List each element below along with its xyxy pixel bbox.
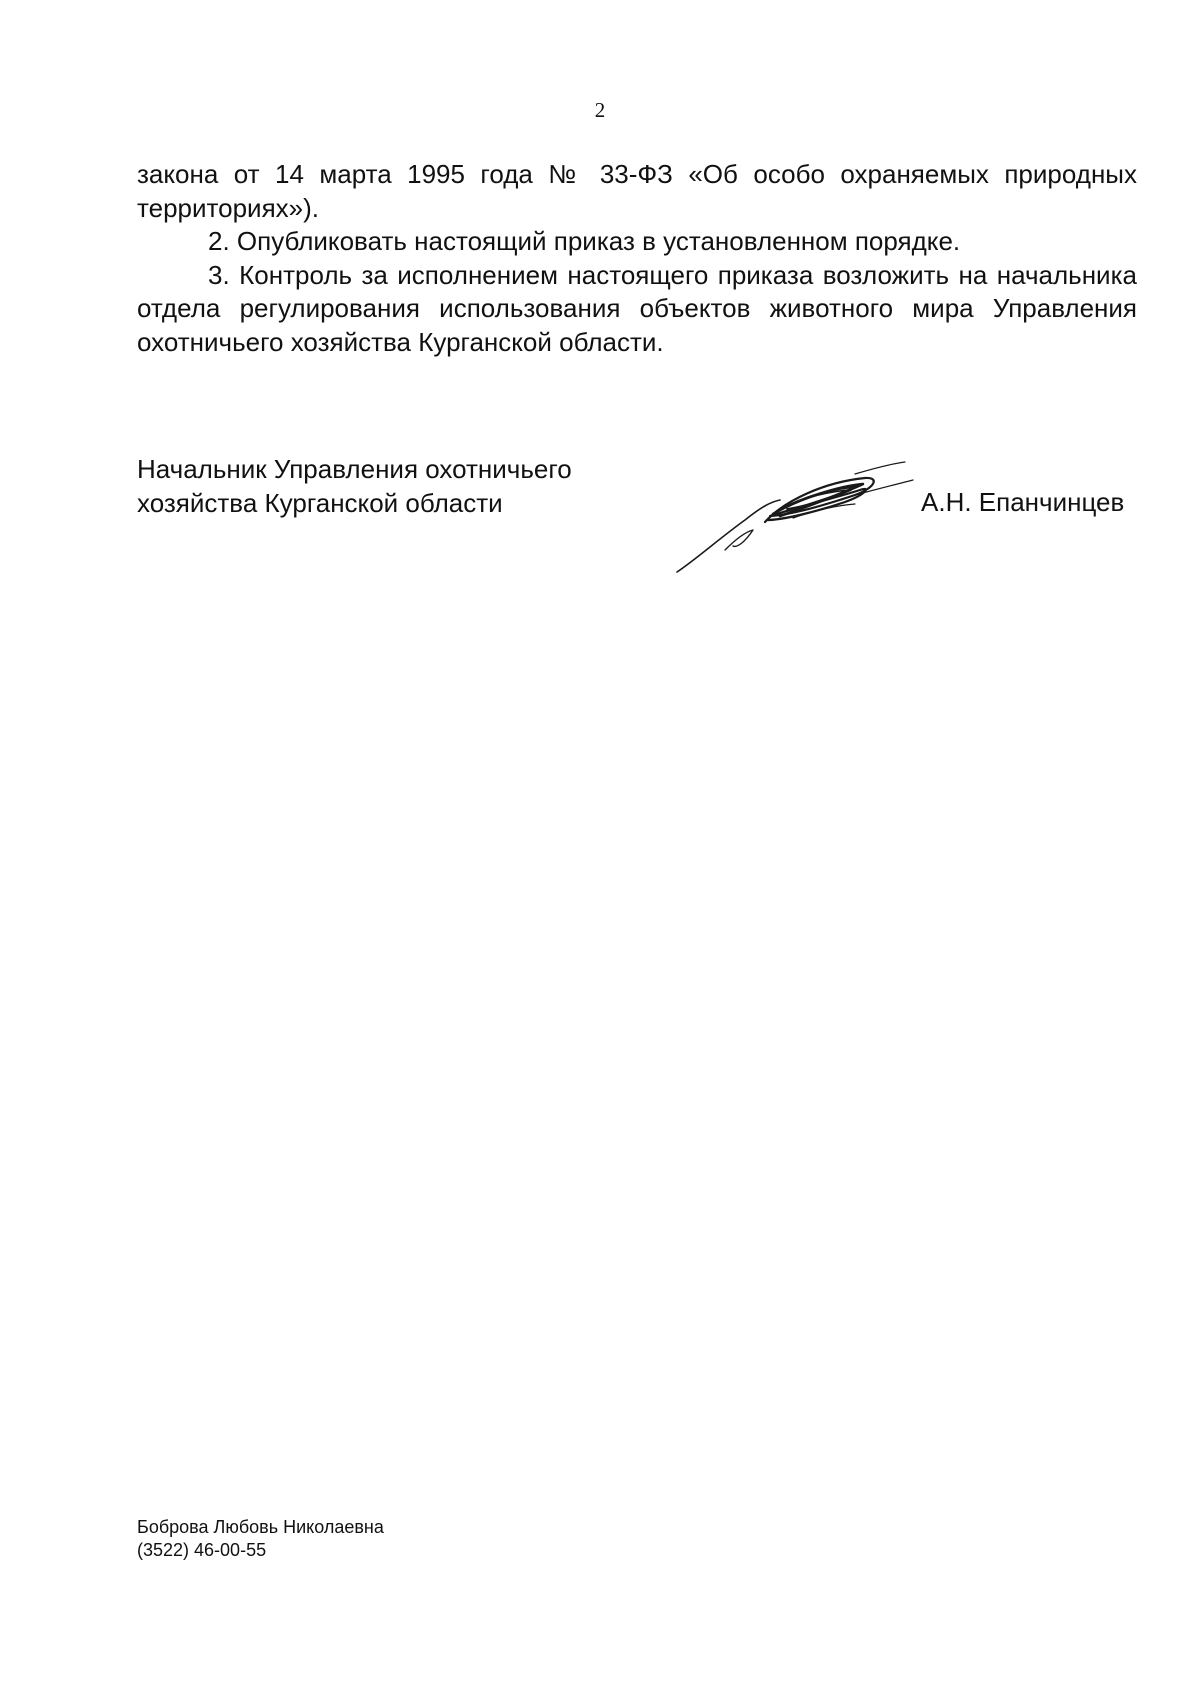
document-body bbox=[137, 158, 1137, 359]
handwritten-signature bbox=[675, 460, 915, 580]
executor-phone: (3522) 46-00-55 bbox=[137, 1540, 267, 1560]
signer-name: А.Н. Епанчинцев bbox=[921, 487, 1125, 517]
paragraph-3-control: 3. Контроль за исполнением настоящего приказа возложить на начальника отдела регулирования использования объектов животного мира Управления охотничьего хозяйства Курганской области. bbox=[137, 259, 1137, 357]
page-number: 2 bbox=[594, 98, 606, 122]
executor-name: Боброва Любовь Николаевна bbox=[137, 1517, 384, 1537]
paragraph-2-publish: 2. Опубликовать настоящий приказ в установленном порядке. bbox=[208, 226, 961, 256]
signatory-position bbox=[137, 453, 572, 520]
signatory-position-line-1: Начальник Управления охотничьего bbox=[137, 454, 572, 484]
signatory-position-line-2: хозяйства Курганской области bbox=[137, 487, 503, 518]
executor-info bbox=[137, 1516, 384, 1562]
paragraph-continuation: закона от 14 марта 1995 года № 33-ФЗ «Об особо охраняемых природных территориях»). bbox=[137, 159, 1137, 223]
